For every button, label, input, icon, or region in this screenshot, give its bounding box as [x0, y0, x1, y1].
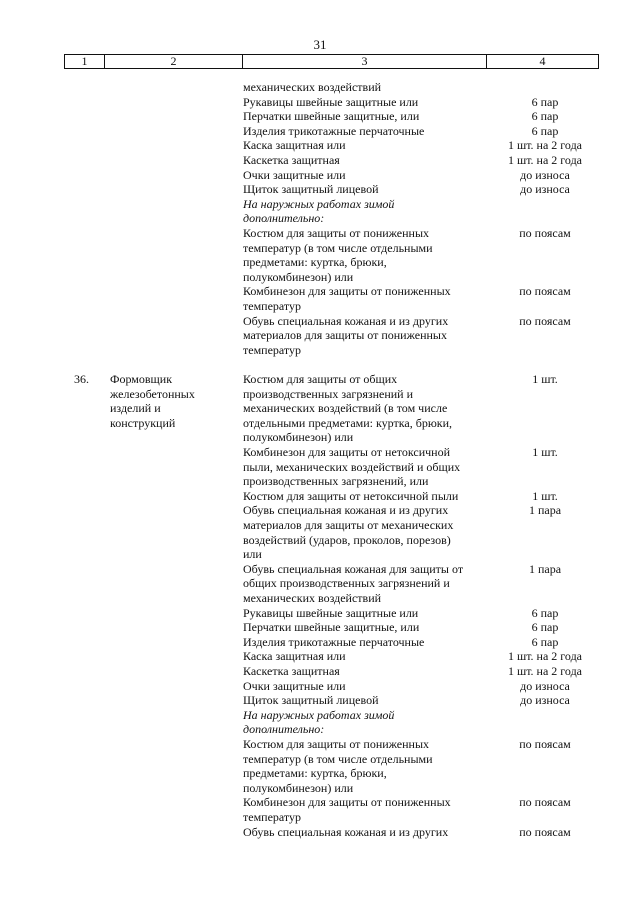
ppe-item-text: или	[243, 547, 262, 562]
issue-norm: до износа	[520, 182, 570, 197]
ppe-item-text: полукомбинезон) или	[243, 269, 354, 284]
ppe-item-text: Костюм для защиты от нетоксичной пыли	[243, 488, 459, 503]
ppe-item-text: Каска защитная или	[243, 649, 346, 664]
header-col-1: 1	[65, 55, 105, 68]
issue-norm: 1 шт.	[532, 372, 558, 386]
ppe-item-text: Каскетка защитная	[243, 153, 340, 167]
ppe-item-text: Очки защитные или	[243, 167, 346, 182]
issue-norm: по поясам	[519, 737, 571, 751]
ppe-item-text: Каска защитная или	[243, 138, 346, 153]
issue-norm: до износа	[520, 693, 570, 708]
issue-norm: 6 пар	[531, 123, 559, 138]
ppe-item-text: температур	[243, 299, 302, 313]
issue-norm: по поясам	[519, 313, 571, 328]
header-col-4: 4	[539, 54, 546, 68]
issue-norm: 6 пар	[531, 109, 559, 124]
issue-norm: 1 пара	[528, 561, 562, 576]
ppe-item-text: механических воздействий	[243, 591, 382, 605]
issue-norm: по поясам	[519, 226, 571, 240]
issue-norm: 1 шт.	[532, 445, 558, 459]
ppe-item-text: температур	[243, 810, 302, 824]
ppe-item-text: полукомбинезон) или	[243, 430, 354, 445]
ppe-item-text: Рукавицы швейные защитные или	[243, 94, 419, 109]
issue-norm: по поясам	[519, 795, 571, 810]
ppe-item-text: пыли, механических воздействий и общих	[243, 459, 461, 474]
table-header-row	[64, 54, 599, 69]
ppe-item-text: Рукавицы швейные защитные или	[243, 605, 419, 620]
ppe-item-text: Комбинезон для защиты от пониженных	[243, 795, 451, 810]
ppe-item-text: Перчатки швейные защитные, или	[243, 109, 420, 124]
ppe-item-text: Костюм для защиты от пониженных	[243, 737, 430, 751]
profession-name: железобетонных	[110, 386, 195, 401]
ppe-item-text: производственных загрязнений и	[243, 386, 414, 401]
ppe-item-text: полукомбинезон) или	[243, 780, 354, 795]
issue-norm: 6 пар	[531, 620, 559, 635]
ppe-item-text: Обувь специальная кожаная и из других	[243, 824, 449, 839]
profession-name: Формовщик	[110, 372, 173, 386]
issue-norm: 6 пар	[531, 634, 559, 649]
issue-norm: 1 шт. на 2 года	[507, 649, 583, 664]
ppe-item-text: Щиток защитный лицевой	[243, 693, 379, 708]
ppe-item-text: предметами: куртка, брюки,	[243, 255, 387, 270]
ppe-item-text: Костюм для защиты от общих	[243, 372, 398, 386]
ppe-item-text: воздействий (ударов, проколов, порезов)	[243, 532, 451, 547]
issue-norm: 1 шт. на 2 года	[507, 153, 583, 167]
profession-name: конструкций	[110, 415, 176, 430]
ppe-item-text: Обувь специальная кожаная и из других	[243, 503, 449, 518]
ppe-item-text: материалов для защиты от механических	[243, 518, 454, 532]
ppe-item-text: Обувь специальная кожаная и из других	[243, 313, 449, 328]
ppe-item-text: Обувь специальная кожаная для защиты от	[243, 561, 464, 576]
section-note: На наружных работах зимой	[243, 707, 395, 722]
entry-number: 36.	[74, 372, 89, 386]
ppe-item-text: Изделия трикотажные перчаточные	[243, 634, 425, 649]
issue-norm: 1 шт. на 2 года	[507, 664, 583, 678]
issue-norm: до износа	[520, 678, 570, 693]
ppe-item-text: механических воздействий	[243, 80, 382, 94]
ppe-item-text: температур (в том числе отдельными	[243, 240, 433, 255]
section-note: дополнительно:	[243, 211, 325, 226]
issue-norm: 6 пар	[531, 94, 559, 109]
section-note: дополнительно:	[243, 722, 325, 737]
ppe-item-text: производственных загрязнений, или	[243, 474, 429, 489]
ppe-item-text: материалов для защиты от пониженных	[243, 328, 447, 343]
issue-norm: по поясам	[519, 284, 571, 299]
ppe-item-text: Комбинезон для защиты от пониженных	[243, 284, 451, 299]
ppe-item-text: предметами: куртка, брюки,	[243, 766, 387, 781]
ppe-item-text: Изделия трикотажные перчаточные	[243, 123, 425, 138]
header-col-3: 3	[243, 55, 487, 68]
ppe-item-text: температур (в том числе отдельными	[243, 751, 433, 766]
ppe-item-text: общих производственных загрязнений и	[243, 576, 450, 591]
profession-name: изделий и	[110, 401, 161, 416]
issue-norm: до износа	[520, 167, 570, 182]
issue-norm: 1 пара	[528, 503, 562, 518]
ppe-item-text: Очки защитные или	[243, 678, 346, 693]
issue-norm: 1 шт. на 2 года	[507, 138, 583, 153]
ppe-item-text: Костюм для защиты от пониженных	[243, 226, 430, 240]
header-col-2: 2	[105, 55, 243, 68]
issue-norm: 1 шт.	[532, 488, 558, 503]
ppe-item-text: Каскетка защитная	[243, 664, 340, 678]
ppe-item-text: отдельными предметами: куртка, брюки,	[243, 415, 453, 430]
page-number: 31	[313, 37, 327, 52]
ppe-item-text: температур	[243, 342, 302, 357]
ppe-item-text: механических воздействий (в том числе	[243, 401, 448, 416]
ppe-item-text: Перчатки швейные защитные, или	[243, 620, 420, 635]
ppe-item-text: Комбинезон для защиты от нетоксичной	[243, 445, 451, 459]
ppe-item-text: Щиток защитный лицевой	[243, 182, 379, 197]
issue-norm: 6 пар	[531, 605, 559, 620]
section-note: На наружных работах зимой	[243, 196, 395, 211]
issue-norm: по поясам	[519, 824, 571, 839]
